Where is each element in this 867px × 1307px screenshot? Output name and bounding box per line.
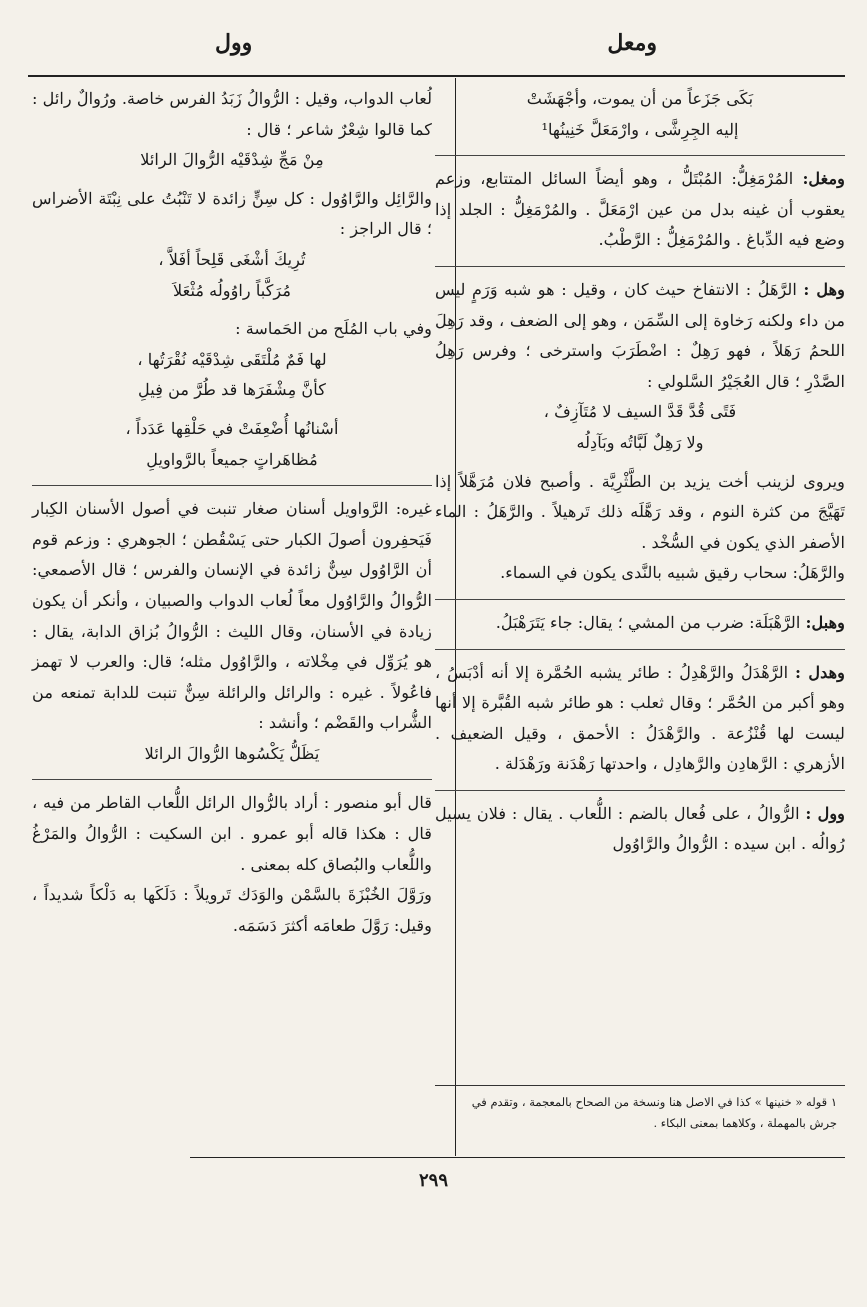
bottom-rule — [190, 1157, 845, 1158]
entry-headword: ومغل: — [802, 169, 845, 189]
paragraph: والرَّائِل والرَّاوُول : كل سِنٍّ زائدة لا تَنْبُتُ على نِبْتَة الأضراس ؛ قال الراجز : — [32, 188, 432, 239]
verse-line: لها فَمٌ مُلْتَقَى شِدْقَيْه نُقْرَتُها ، — [137, 349, 327, 369]
top-rule — [28, 75, 845, 77]
section-divider — [32, 485, 432, 486]
entry-text: الرُّوالُ ، على فُعال بالضم : اللُّعاب . يقال : فلان يسيل رُوالُه . ابن سيده : الرُّوالُ والرَّاوُول — [435, 803, 845, 854]
verse-line: مُظاهَراتٍ جميعاً بالرَّواويلِ — [146, 449, 318, 469]
entry-text: المُرْمَغِلُّ: المُبْتَلُّ ، وهو أيضاً السائل المتتابع، وزعم يعقوب أن غينه بدل من عين ارْمَعَلَّ . والمُرْمَغِلُّ : الجلد إذا وضع فيه الدِّباغ . والمُرْمَغِلُّ : الرَّطْبُ. — [435, 169, 845, 250]
paragraph: قال أبو منصور : أراد بالرُّوال الرائل اللُّعاب القاطر من فيه ، قال : هكذا قاله أبو عمرو . ابن السكيت : الرُّوالُ والمَرْغُ واللُّعاب والبُصاق كله بمعنى . — [32, 793, 432, 874]
dictionary-entry — [435, 799, 845, 860]
header-left-word: وول — [215, 30, 253, 56]
paragraph: والرَّهَلُ: سحاب رقيق شبيه بالنَّدى يكون في السماء. — [500, 563, 845, 583]
paragraph: ورَوَّلَ الخُبْزَةَ بالسَّمْن والوَدَك تَرويلاً : دَلَكَها به دَلْكاً شديداً ، وقيل: رَوَّلَ طعامَه أكثرَ دَسَمَه. — [32, 885, 432, 935]
paragraph: لُعاب الدواب، وقيل : الرُّوالُ زَبَدُ الفرس خاصة. ورُوالٌ رائل : كما قالوا شِعْرٌ شاعر ؛ قال : — [32, 89, 432, 139]
spacer — [435, 459, 845, 467]
spacer — [32, 306, 432, 314]
footnote: ١ قوله « خنينها » كذا في الاصل هنا ونسخة من الصحاح بالمعجمة ، وتقدم في جرش بالمهملة ، وكلاهما بمعنى البكاء . — [471, 1095, 837, 1130]
verse-line: فَتًى قُدَّ قَدَّ السيف لا مُتَآزِفٌ ، — [543, 402, 737, 422]
verse-line: مِنْ مَجِّ شِدْقَيْه الرُّوالَ الرائلا — [140, 150, 324, 170]
section-divider — [435, 599, 845, 600]
section-divider — [435, 649, 845, 650]
section-divider — [435, 155, 845, 156]
paragraph: ويروى لزينب أخت يزيد بن الطَّثْرِيَّة . وأصبح فلان مُرَهَّلاً إذا تَهَيَّجَ من كثرة النوم ، وقد رَهَّلَه ذلك تَرهيلاً . والرَّهَلُ : الماء الأصفر الذي يكون في السُّخْد . — [435, 471, 845, 552]
left-column — [32, 84, 432, 941]
footnote-rule — [435, 1085, 845, 1086]
section-divider — [32, 779, 432, 780]
entry-headword: وهبل: — [805, 612, 845, 632]
page-number: ٢٩٩ — [418, 1170, 448, 1191]
verse-line: أسْنانُها أُضْعِفَتْ في حَلْقِها عَدَداً ، — [125, 418, 339, 438]
header-right-word: ومعل — [607, 30, 657, 56]
paragraph: وفي باب المُلَح من الحَماسة : — [235, 319, 432, 339]
spacer — [32, 176, 432, 184]
dictionary-entry — [435, 658, 845, 780]
entry-headword: وهل : — [803, 279, 845, 299]
entry-text: الرَّهْبَلَة: ضرب من المشي ؛ يقال: جاء يَتَرَهْبَلُ. — [495, 612, 801, 632]
verse-line: كأنَّ مِشْفَرَها قد طُرَّ من فِيلِ — [138, 380, 326, 400]
section-divider — [435, 790, 845, 791]
paragraph: غيره: الرَّواويل أسنان صغار تنبت في أصول الأسنان الكِبار فَيَحفِرون أصولَ الكبار حتى يَسْقُطن ؛ الجوهري : وزعم قوم أن الرَّاوُول سِنٌّ زائدة في الإنسان والفرس ؛ قال الأصمعي: الرُّوالُ والرَّاوُول معاً لُعاب الدواب والصبيان ، وأنكر أن يكون زيادة في الأسنان، وقال الليث : الرُّوالُ بُزاق الدابة، يقال : هو يُرَوِّل في مِخْلاته ، والرَّاوُول مثله؛ قال: والعرب لا تهمز فاعُولاً . غيره : والرائل والرائلة سِنٌّ تنبت للدابة تمنعه من الشُّراب والقَضْم ؛ وأنشد : — [32, 499, 432, 733]
verse-line: بَكَى جَزَعاً من أن يموت، وأجْهَشَتْ — [526, 89, 754, 108]
entry-text: الرَّهْدَلُ والرَّهْدِلُ : طائر يشبه الحُمَّرة إلا أنه أدْبَسُ ، وهو أكبر من الحُمَّر ؛ وقال ثعلب : هو طائر شبه القُبَّرة إلا أنها ليست لها قُنْزُعة . والرَّهْدَلُ : الأحمق ، وقيل الضعيف . الأزهري : الرَّهادِن والرَّهادِل ، واحدتها رَهْدَنة ورَهْدَلة . — [435, 662, 845, 774]
entry-text: الرَّهَلُ : الانتفاخ حيث كان ، وقيل : هو شبه وَرَمٍ ليس من داء ولكنه رَخاوة إلى السِّمَن ، وهو إلى الضعف ، وقد رَهِلَ اللحمُ رَهَلاً ، فهو رَهِلٌ : اضْطَرَبَ واسترخى ؛ وفرس رَهِلُ الصَّدْرِ ؛ قال العُجَيْرُ السَّلولي : — [435, 279, 845, 391]
verse-line: مُرَكَّباً راوُولُه مُثْعَلاَ — [173, 280, 291, 300]
verse-line: تُرِيكَ أشْغَى قَلِحاً أفَلاَّ ، — [158, 249, 306, 269]
spacer — [32, 406, 432, 414]
entry-headword: وهدل : — [795, 662, 845, 682]
verse-line: يَظَلُّ يَكْسُوها الرُّوالَ الرائلا — [144, 743, 320, 763]
section-divider — [435, 266, 845, 267]
right-column — [435, 84, 845, 860]
dictionary-entry — [435, 608, 845, 639]
dictionary-entry — [435, 164, 845, 256]
verse-line: ولا رَهِلٌ لَبَّاتُه وبَآدِلُه — [576, 432, 704, 452]
dictionary-entry — [435, 275, 845, 397]
verse-line: إليه الجِرِشَّى ، وارْمَعَلَّ خَنِينُها¹ — [541, 119, 739, 139]
entry-headword: وول : — [805, 803, 845, 823]
